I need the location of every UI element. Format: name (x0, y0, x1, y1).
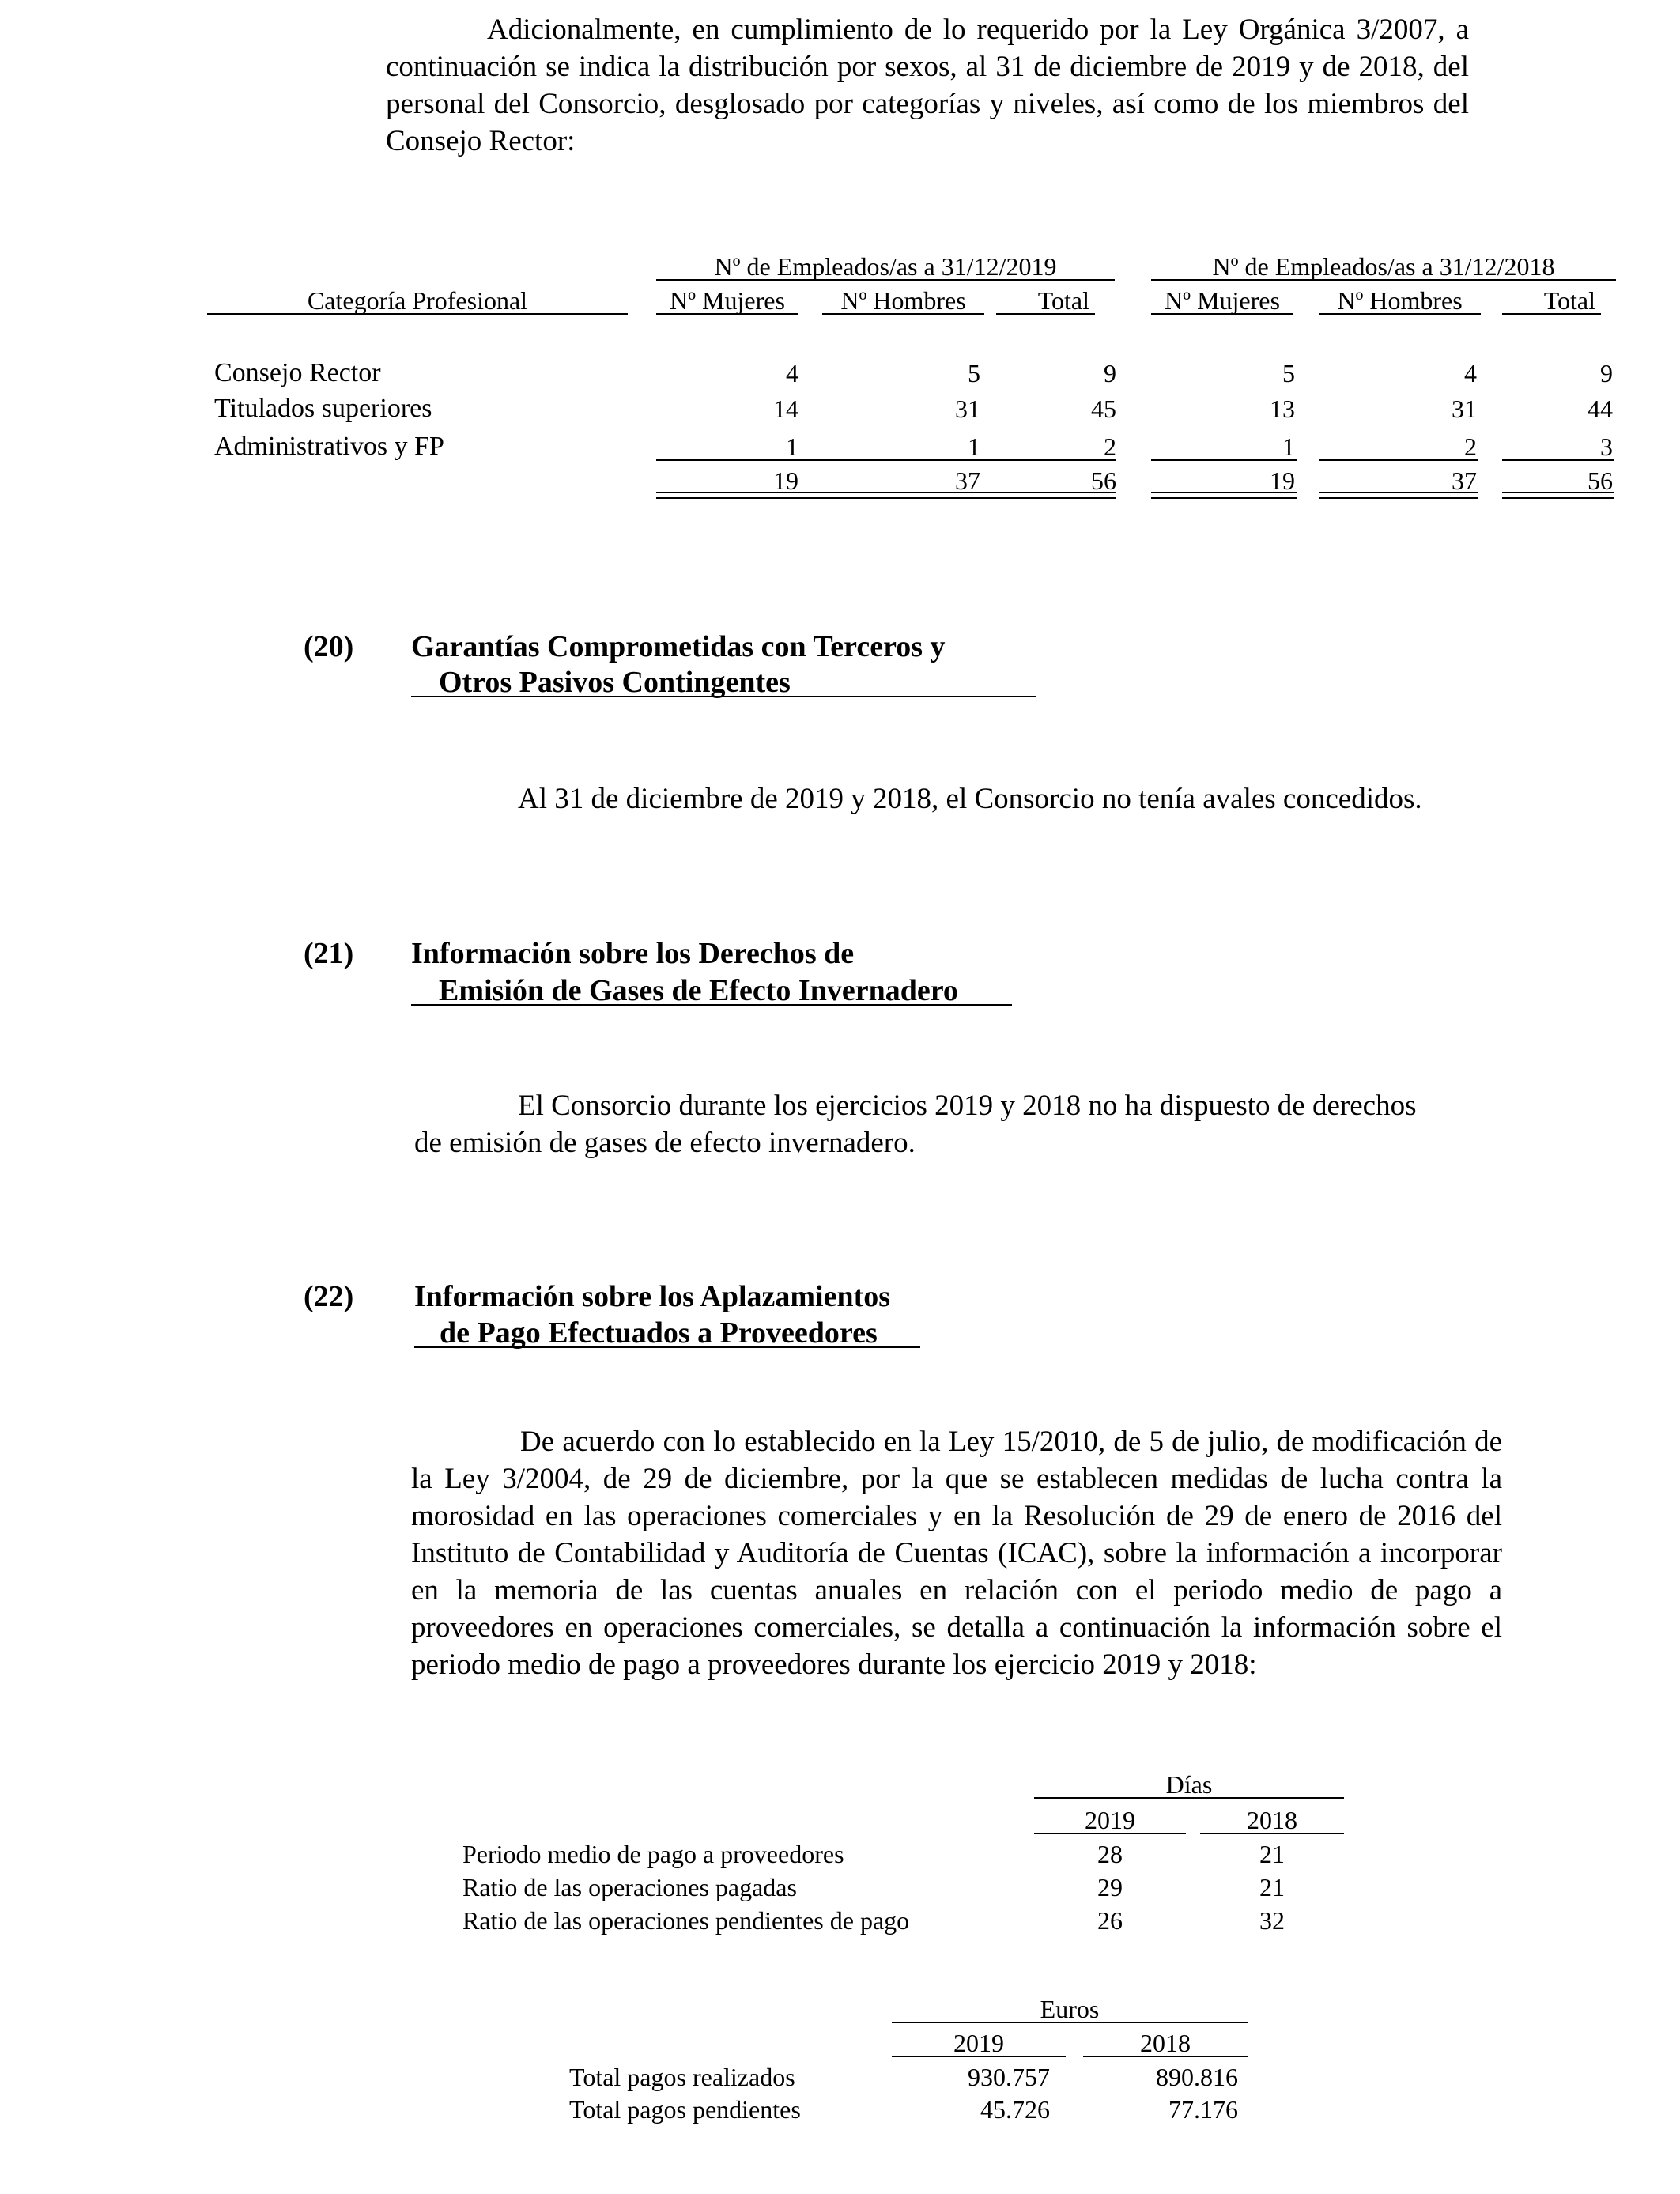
days-year-2018: 2018 (1247, 1806, 1297, 1834)
section-body: Al 31 de diciembre de 2019 y 2018, el Consorcio no tenía avales concedidos. (518, 783, 1422, 815)
total-cell: 37 (1452, 466, 1477, 495)
table-cell: 930.757 (968, 2063, 1050, 2091)
table-cell: 28 (1097, 1840, 1123, 1868)
total-cell: 56 (1588, 466, 1613, 495)
col-header-men-2019: Nº Hombres (840, 286, 966, 315)
table-cell: 2 (1104, 432, 1116, 461)
col-header-men-2018: Nº Hombres (1337, 286, 1463, 315)
col-header-category: Categoría Profesional (307, 286, 528, 315)
section-body: De acuerdo con lo establecido en la Ley 15/2010, de 5 de julio, de modificación de la Ley 3/2004, de 29 de diciembre, por la que se establecen medidas de lucha contra la morosidad en las operaciones comerciales y en la Resolución de 29 de enero de 2016 del Instituto de Contabilidad y Auditoría de Cuentas (ICAC), sobre la información a incorporar en la memoria de las cuentas anuales en relación con el periodo medio de pago a proveedores en operaciones comerciales, se detalla a continuación la información sobre el periodo medio de pago a proveedores durante los ejercicio 2019 y 2018: (411, 1426, 1502, 1681)
table-row-label: Ratio de las operaciones pendientes de pago (462, 1906, 910, 1935)
section-number: (21) (304, 937, 354, 970)
section-body: de emisión de gases de efecto invernadero. (414, 1127, 916, 1159)
table-cell: 4 (1464, 359, 1477, 387)
col-header-women-2019: Nº Mujeres (670, 286, 785, 315)
col-header-women-2018: Nº Mujeres (1165, 286, 1280, 315)
table-row-label: Ratio de las operaciones pagadas (462, 1873, 797, 1901)
group-header-2019: Nº de Empleados/as a 31/12/2019 (714, 252, 1057, 281)
section-title: Otros Pasivos Contingentes (439, 666, 791, 699)
euros-unit-header: Euros (1040, 1995, 1100, 2023)
table-row-label: Consejo Rector (214, 358, 381, 387)
table-cell: 4 (786, 359, 798, 387)
total-cell: 19 (1270, 466, 1295, 495)
section-title: Información sobre los Aplazamientos (414, 1280, 891, 1313)
table-cell: 2 (1464, 432, 1477, 461)
section-number: (20) (304, 630, 354, 663)
table-cell: 1 (968, 432, 980, 461)
table-cell: 45.726 (980, 2095, 1050, 2124)
section-body: El Consorcio durante los ejercicios 2019 y 2018 no ha dispuesto de derechos (518, 1089, 1417, 1122)
total-cell: 19 (773, 466, 798, 495)
table-cell: 890.816 (1156, 2063, 1238, 2091)
intro-paragraph: Adicionalmente, en cumplimiento de lo requerido por la Ley Orgánica 3/2007, a continuación se indica la distribución por sexos, al 31 de diciembre de 2019 y de 2018, del personal del Consorcio, desglosado por categorías y niveles, así como de los miembros del Consejo Rector: (386, 13, 1469, 157)
section-number: (22) (304, 1280, 354, 1313)
table-row-label: Total pagos pendientes (569, 2095, 801, 2124)
table-cell: 9 (1104, 359, 1116, 387)
table-cell: 31 (1452, 395, 1477, 423)
table-cell: 13 (1270, 395, 1295, 423)
table-cell: 1 (1282, 432, 1295, 461)
table-cell: 26 (1097, 1906, 1123, 1935)
total-cell: 56 (1091, 466, 1116, 495)
section-title: Información sobre los Derechos de (411, 937, 855, 970)
table-cell: 31 (955, 395, 980, 423)
table-cell: 21 (1259, 1840, 1285, 1868)
table-row-label: Titulados superiores (214, 394, 432, 423)
table-cell: 3 (1600, 432, 1613, 461)
table-cell: 5 (968, 359, 980, 387)
section-title: de Pago Efectuados a Proveedores (440, 1316, 878, 1350)
table-row-label: Administrativos y FP (214, 432, 444, 461)
table-cell: 77.176 (1168, 2095, 1238, 2124)
days-year-2019: 2019 (1085, 1806, 1135, 1834)
table-cell: 5 (1282, 359, 1295, 387)
days-unit-header: Días (1165, 1770, 1213, 1799)
table-cell: 45 (1091, 395, 1116, 423)
table-cell: 29 (1097, 1873, 1123, 1901)
euros-year-2018: 2018 (1140, 2029, 1191, 2057)
section-title: Emisión de Gases de Efecto Invernadero (439, 974, 958, 1007)
table-cell: 44 (1588, 395, 1613, 423)
col-header-total-2019: Total (1037, 286, 1089, 315)
table-cell: 9 (1600, 359, 1613, 387)
total-cell: 37 (955, 466, 980, 495)
table-row-label: Periodo medio de pago a proveedores (462, 1840, 844, 1868)
table-cell: 14 (773, 395, 798, 423)
table-cell: 1 (786, 432, 798, 461)
euros-year-2019: 2019 (953, 2029, 1004, 2057)
table-cell: 21 (1259, 1873, 1285, 1901)
table-row-label: Total pagos realizados (569, 2063, 795, 2091)
col-header-total-2018: Total (1543, 286, 1595, 315)
table-cell: 32 (1259, 1906, 1285, 1935)
group-header-2018: Nº de Empleados/as a 31/12/2018 (1212, 252, 1555, 281)
section-title: Garantías Comprometidas con Terceros y (411, 630, 946, 663)
